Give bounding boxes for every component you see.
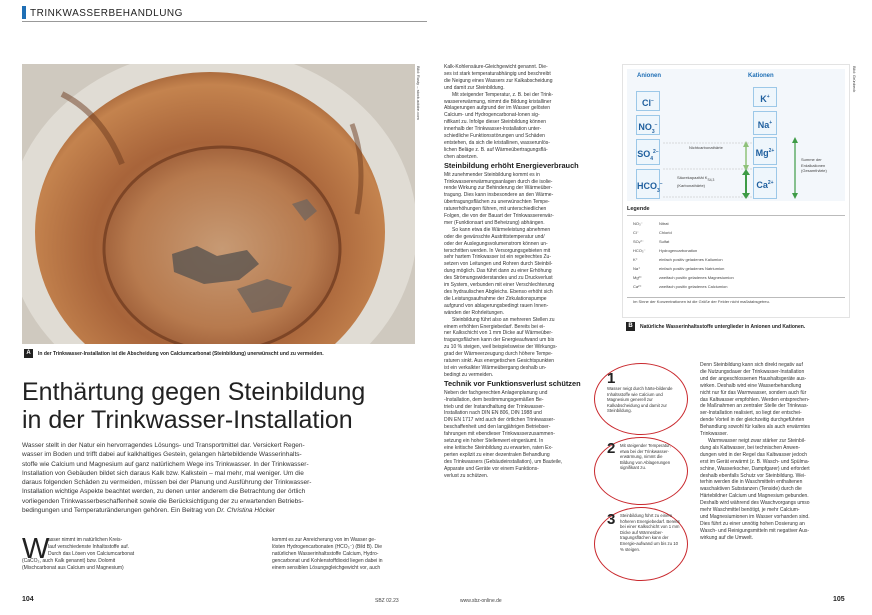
body-line: ses ist stark temperaturabhängig und beschreibt [444,70,551,77]
body-line: Steinbildung führt also an mehreren Stellen zu [452,316,555,323]
subheading: Steinbildung erhöht Energieverbrauch [444,160,579,170]
body-line: Trinkwasser. [700,431,728,438]
body-line: fahrungen mit ebendieser Trinkwasserzusammen- [444,431,555,438]
body-line: raturerhöhungen führen, mit unterschiedlichen [444,206,547,213]
legend-divider [627,215,845,216]
subheading: Technik vor Funktionsverlust schützen [444,378,581,388]
legend-row [633,219,843,228]
body-line: Deshalb wird während des Waschvorgangs umso [700,500,810,507]
acid-capacity-index: S4,3 [707,177,715,182]
body-line: DIN EN 1717 wird auch der örtlichen Trinkwasser- [444,417,555,424]
headline [22,378,422,434]
body-line: einem sensiblen Lösungsgleichgewicht vor, auch [272,564,381,571]
body-line: setzen von Leitungen und Rohren durch Steinbil- [444,261,553,268]
body-line: trieb und der Instandhaltung der Trinkwasser- [444,403,545,410]
photo-credit: Bild: Rusty – stock.adobe.com [416,66,421,120]
caption-b-text: Natürliche Wasserinhaltsstoffe unterglieder in Anionen und Kationen. [640,324,806,330]
body-line: schine, Wasserkocher, Dampfgarer) und erfordert [700,465,810,472]
legend-row [633,246,843,255]
ion-symbol: Ca [756,180,768,190]
ion-charge: 2+ [768,148,775,154]
body-line: oder der Auslegungsvolumenstrom können un- [444,240,548,247]
body-line: des Strömungswiderstandes und zu Druckverlust [444,275,553,282]
legend-symbol: Cl⁻ [633,230,639,235]
body-line: terhin werden die in Waschmitteln enthaltenen [700,479,803,486]
ion-index: 3 [651,128,655,135]
body-line: zu 10 % steigen, weil beispielsweise der Wirkungs- [444,344,558,351]
paragraph [700,438,850,542]
body-line: Kalk-Kohlensäure-Gleichgewicht genannt. Die- [444,64,548,70]
section-rubric: TRINKWASSERBEHANDLUNG [22,8,427,22]
acid-capacity-text: Säurekapazität K [677,175,708,180]
body-line: mehr Waschmittel benötigt, je mehr Calcium- [700,507,800,514]
legend-description: zweifach positiv geladenes Calciumion [659,284,728,289]
ion-symbol: Mg [755,148,769,158]
legend-symbol: Mg²⁺ [633,275,642,280]
lead-line: vorliegenden Trinkwasserbeschaffenheit sowie die Berücksichtigung der zu erwartenden Betriebs- [22,497,304,505]
body-line: natürlichen Wasserinhaltsstoffe Calcium, Hydro- [272,550,379,557]
ion-charge: 2− [653,149,659,155]
note-text-2: Mit steigender Temperatur, etwa bei der Trinkwasser-erwärmung, nimmt die Bildung von Ablagerungen signifikant zu. [620,443,671,471]
body-line: deshalb ebenfalls Schutz vor Steinbildung. Wei- [700,472,806,479]
body-line: nicht nur für das Warmwasser, sondern auch für [700,389,807,396]
body-line: innerhalb der Trinkwasser-Installation unter- [444,126,542,133]
note-text-3: Steinbildung führt zu einem höheren Energiebedarf. Bereits bei einer Kalkschicht von 1 mm Dicke auf Wärmeüber-tragungsflächen kann der Energie-aufwand um bis zu 10 % steigen. [620,513,680,552]
paragraph [444,317,610,379]
ion-symbol: SO [637,149,651,159]
body-line: perten explizit zu einer dezentralen Behandlung [444,451,550,458]
label-noncarbonate-hardness: Nichtcarbonathärte [689,145,723,150]
paragraph [444,227,610,317]
total-hardness-line: Summe der [801,157,822,162]
body-line: schiedliche Funktionsstörungen und Schäden [444,133,545,140]
legend-symbol: K⁺ [633,257,638,262]
ion-symbol: Cl [642,98,652,108]
legend-description: Sulfat [659,239,670,244]
body-line: kommt es zur Anreicherung von im Wasser ge- [272,537,376,543]
body-line: erst im Gerät erwärmt (z. B. Wasch- und Spülma- [700,458,810,465]
legend-row [633,228,843,237]
body-line: -Installation, dem bestimmungsgemäßen Be- [444,396,544,403]
caption-a-text: In der Trinkwasser-Installation ist die Abscheidung von Calciumcarbonat (Steinbildung) unerwünscht und zu vermeiden. [38,351,324,357]
body-line: Durch das Lösen von Calciumcarbonat [48,550,135,557]
ion-diagram [622,64,850,318]
caption-b-label: B [626,322,635,331]
ion-charge: + [766,94,770,100]
body-line: dung als Kaltwasser, bei technischen Anwen- [700,444,801,451]
lead-line: Wasser stellt in der Natur ein hervorragendes Lösungs- und Transportmittel dar. Versickert Regen- [22,442,305,449]
body-line: lichen Beläge z. B. auf Wärmeübertragungsflä- [444,146,548,153]
paragraph [444,390,610,480]
body-line: im System, verbunden mit einer Verschlechterung [444,282,555,289]
body-line: bedingt zu vermeiden. [444,371,494,378]
headline-line-1: Enthärtung gegen Steinbildung [22,378,366,406]
body-line: ner Kalkschicht von 1 mm Dicke auf Wärmeüber- [444,330,553,337]
body-line: mer (Funktionsart und Beheizung) abhängen. [444,219,545,226]
body-line: Folgen, die von der Bauart der Trinkwassererwär- [444,213,554,220]
body-line: (Mischcarbonat aus Calcium und Magnesium) [22,564,124,571]
body-line: Mit steigender Temperatur, z. B. bei der Trink- [452,91,554,98]
body-line: aufgrund von ablagerungsbedingt rauen Innen- [444,302,549,309]
ion-chloride [636,91,660,111]
label-acid-capacity [677,175,714,189]
body-line: verlust zu schützen. [444,472,489,479]
body-line: entstehen, da sich die kristallinen, wasserunlös- [444,139,550,146]
ion-index: 4 [650,155,654,162]
paragraph [444,64,610,92]
page-number-right: 105 [833,596,845,603]
ion-hydrogencarbonate [636,169,663,199]
lead-line: Installation von Gebäuden bildet sich daraus Kalk bzw. Kalkstein – mal mehr, mal weniger. Um die [22,469,304,477]
lead-line: Installation wichtige Aspekte beachtet werden, zu denen unter anderem die Betrachtung der örtlich [22,488,306,496]
legend-row [633,273,843,282]
body-line: Installation nach DIN EN 806, DIN 1988 und [444,410,542,417]
body-line: chen absetzen. [444,153,478,160]
body-line: oder die gewünschte Austrittstemperatur und/ [444,233,545,240]
headline-line-2: in der Trinkwasser-Installation [22,406,353,434]
body-line: Warmwasser neigt zwar stärker zur Steinbil- [708,437,806,444]
cations-title: Kationen [748,73,774,79]
body-line: lösten Hydrogencarbonaten (HCO₃⁻) (Bild B). Die [272,543,382,550]
body-line: lauf verschiedenste Inhaltsstoffe auf. [48,543,130,550]
body-line: So kann etwa die Wärmeleistung abnehmen [452,226,551,233]
body-line: einem erhöhten Energiebedarf. Bereits bei ei- [444,323,545,330]
body-line: Wasch- und Reinigungsmitteln mit negativer Aus- [700,527,810,534]
acid-capacity-sub: (Karbonathärte) [677,183,706,189]
body-line: Ablagerungen aufgrund der im Wasser gelösten [444,105,550,112]
legend-note: Im Sinne der Konzentrationen ist die Größe der Felder nicht maßstabsgetreu. [633,299,770,304]
body-column-d [700,362,850,542]
body-line: (CaCO₃, auch Kalk genannt) bzw. Dolomit [22,557,116,564]
lead-line: stoffe wie Calcium und Magnesium auf ganz natürlichem Wege ins Trinkwasser. In der Trinkwasser- [22,460,309,468]
author-name: Dr. Christina Höcker [216,507,275,515]
body-line: grad der Wärmeerzeugung durch höhere Tempe- [444,351,553,358]
legend-symbol: Na⁺ [633,266,641,271]
body-line: wirken. Deshalb wird eine Wasserbehandlung [700,382,802,389]
paragraph [444,92,610,161]
body-line: tragung. Dies kann insbesondere an den Wärme- [444,192,554,199]
ion-sulfate [636,139,660,165]
ion-charge: − [659,181,663,187]
legend-description: Nitrat [659,221,669,226]
legend-divider-bottom [627,297,845,298]
body-line: tragungsflächen kann der Energieaufwand um bis [444,337,555,344]
ion-symbol: HCO [637,181,657,191]
legend-symbol: HCO₃⁻ [633,248,646,253]
body-line: und damit zur Steinbildung. [444,84,505,91]
paragraph [444,172,610,227]
legend-row [633,282,843,291]
pipe-photo-graphic [22,64,415,344]
body-column-c [444,64,610,479]
body-line: gencarbonat und Kohlenstoffdioxid liegen dabei in [272,557,383,564]
body-line: ist ein verkalkter Wärmeübergang deshalb un- [444,364,547,371]
body-line: übertragungsflächen zu unerwünschten Tempe- [444,199,550,206]
body-line: de Maßnahmen an zentraler Stelle der Trinkwas- [700,403,809,410]
legend-description: zweifach positiv geladenes Magnesiumion [659,275,734,280]
lead-line [22,506,422,515]
body-line: wassererwärmung, nimmt die Bildung kristalliner [444,98,552,105]
body-line: Behandlung sowohl für kaltes als auch erwärmtes [700,424,811,431]
body-line: rende Wirkung zur Behinderung der Wärmeüber- [444,185,553,192]
body-line: wirkung auf die Umwelt. [700,534,754,541]
legend-description: einfach positiv geladenes Kaliumion [659,257,723,262]
paragraph [700,362,850,438]
caption-a-label: A [24,349,33,358]
body-line: wänden der Rohrleitungen. [444,309,505,316]
body-line: die Nutzungsdauer der Trinkwasser-Installation [700,368,805,375]
lead-line: wasser im Boden und trifft dabei auf kalkhaltiges Gestein, gelangen härtebildende Wasserinhalts- [22,451,302,459]
ion-charge: − [651,98,654,104]
body-line: Denn Steinbildung kann sich direkt negativ auf [700,362,803,368]
note-text-1: Wasser neigt durch härte-bildende Inhaltsstoffe wie Calcium und Magnesium generell zur Kalkabscheidung und damit zur Steinbildung. [607,386,673,414]
body-line: waschaktiven Substanzen (Tenside) durch die [700,486,802,493]
body-line: dung möglich. Das führt dann zu einer Erhöhung [444,268,552,275]
body-line: dungen wird in der Regel das Kaltwasser jedoch [700,451,808,458]
ion-symbol: Na [757,120,770,130]
body-line: die Neigung eines Wassers zur Kalkabscheidung [444,77,553,84]
body-line: die Leistungsaufnahme der Zirkulationspumpe [444,295,547,302]
issue-label: SBZ 02.23 [375,598,399,604]
diagram-credit: Bild: Grünbeck [852,66,857,93]
ion-charge: − [654,122,658,128]
page-number-left: 104 [22,596,34,603]
drop-cap: W [22,533,50,565]
pipe-photo [22,64,415,344]
legend-row [633,237,843,246]
ion-symbol: NO [638,122,652,132]
legend-description: Chlorid [659,230,672,235]
body-line: Härtebildner Calcium und Magnesium gebunden. [700,493,809,500]
legend-list [633,219,843,291]
body-line: Apparate und Geräte vor einem Funktions- [444,465,539,472]
lead-last-text: bedingungen und Temperaturänderungen gehören. Ein Beitrag von [22,507,217,515]
legend-description: einfach positiv geladenes Natriumion [659,266,725,271]
note-number-3: 3 [607,511,616,528]
note-number-1: 1 [607,370,616,387]
legend-symbol: SO₄²⁻ [633,239,644,244]
body-line: und Magnesiumionen im Wasser vorhanden sind. [700,513,810,520]
legend-symbol: Ca²⁺ [633,284,642,289]
ion-index: 3 [657,187,660,194]
body-line: sehr hartem Trinkwasser ist ein regelrechtes Zu- [444,254,551,261]
ion-charge: 2+ [767,180,774,186]
body-line: eine kritische Steinbildung zu erwarten, raten Ex- [444,444,553,451]
legend-row [633,255,843,264]
website-url: www.sbz-online.de [460,598,502,604]
body-line: des Trinkwassers (Gebäudeinstallation), um Bauteile, [444,458,563,465]
body-line: nifikant zu. Infolge dieser Steinbildung können [444,119,547,126]
body-line: terschritten werden. In Versorgungsgebieten mit [444,247,551,254]
ion-symbol: K [760,94,767,104]
body-line: asser nimmt im natürlichen Kreis- [48,537,123,543]
body-line: ser-Installation realisiert, so liegt der entschei- [700,410,802,417]
label-total-hardness [801,157,827,174]
body-line: dende Vorteil in der gleichzeitig durchgeführten [700,417,805,424]
legend-title: Legende [627,206,650,212]
body-column-b [272,537,422,572]
lead-paragraph [22,441,422,515]
ion-nitrate [636,115,660,135]
body-line: raturen sinkt. Aus energetischen Gesichtspunkten [444,358,555,365]
total-hardness-line: Erdalkalionen [801,162,826,168]
body-line: beschaffenheit und den langjährigen Betriebser- [444,424,551,431]
legend-symbol: NO₃⁻ [633,221,643,226]
body-line: des hydraulischen Abgleichs. Ebenso erhöht sich [444,289,553,295]
body-line: Neben der fachgerechten Anlagenplanung und [444,389,548,396]
body-line: Dies führt zu einer unnötig hohen Dosierung an [700,520,805,527]
lead-line: daraus folgenden Schäden zu vermeiden, müssen bei der Planung und Ausführung der Trinkwasser- [22,479,312,487]
body-line: und der angeschlossenen Haushaltsgeräte aus- [700,375,807,382]
total-hardness-line: (Gesamthärte) [801,168,827,173]
legend-row [633,264,843,273]
body-line: das Kaltwasser empfohlen. Werden entsprechen- [700,396,810,403]
body-line: Mit zunehmender Steinbildung kommt es in [444,171,540,178]
body-column-a [22,537,252,572]
legend-description: Hydrogencarbonation [659,248,698,253]
ion-charge: + [769,120,773,126]
body-line: Calcium- und Hydrogencarbonat-Ionen sig- [444,112,540,119]
body-line: Trinkwassererwärmungsanlagen durch die isolie- [444,178,553,185]
note-number-2: 2 [607,440,616,457]
body-line: setzung ein hoher Stellenwert eingeräumt. In [444,438,544,445]
anions-title: Anionen [637,73,661,79]
